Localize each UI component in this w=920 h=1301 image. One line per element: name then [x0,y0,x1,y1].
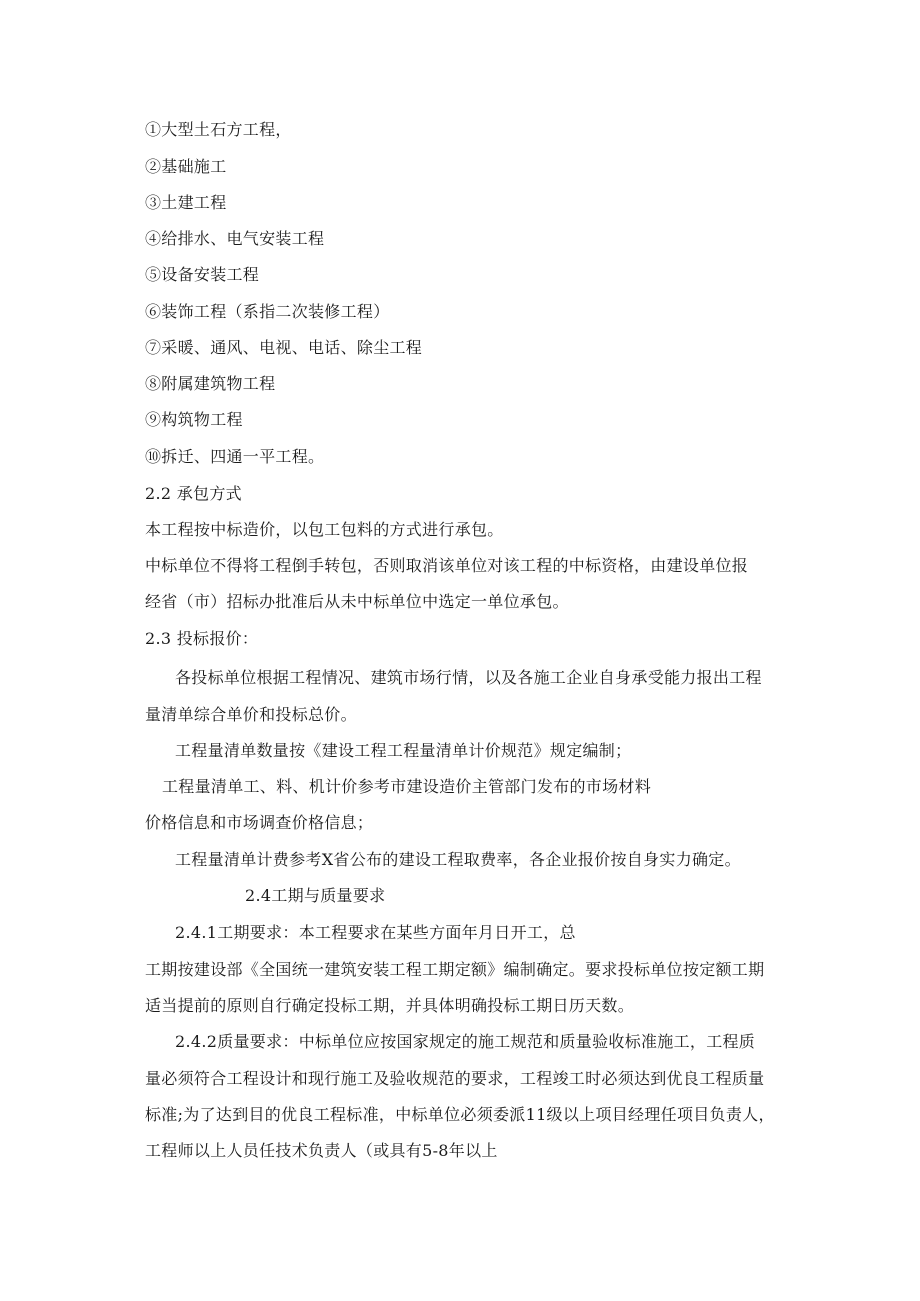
paragraph-line: 量清单综合单价和投标总价。 [145,705,357,724]
paragraph-line: 工期按建设部《全国统一建筑安装工程工期定额》编制确定。要求投标单位按定额工期 [145,960,765,979]
paragraph-line: 适当提前的原则自行确定投标工期，并具体明确投标工期日历天数。 [145,996,635,1015]
paragraph-line: 标准;为了达到目的优良工程标准，中标单位必须委派11级以上项目经理任项目负责人， [145,1105,775,1124]
paragraph-line: 工程量清单数量按《建设工程工程量清单计价规范》规定编制； [175,741,632,760]
scope-item: ③土建工程 [145,193,227,212]
paragraph-line: 工程师以上人员任技术负责人（或具有5-8年以上 [145,1141,498,1160]
scope-item: ⑥装饰工程（系指二次装修工程） [145,302,390,321]
paragraph-line: 各投标单位根据工程情况、建筑市场行情，以及各施工企业自身承受能力报出工程 [175,668,762,687]
section-heading-2-2: 2.2 承包方式 [145,484,242,503]
paragraph-line: 价格信息和市场调查价格信息； [145,813,374,832]
paragraph-line: 工程量清单工、料、机计价参考市建设造价主管部门发布的市场材料 [162,777,652,796]
section-heading-2-4: 2.4工期与质量要求 [245,886,386,905]
paragraph-line: 工程量清单计费参考X省公布的建设工程取费率，各企业报价按自身实力确定。 [175,850,741,869]
paragraph-line: 经省（市）招标办批准后从未中标单位中选定一单位承包。 [145,592,569,611]
scope-item: ⑨构筑物工程 [145,410,243,429]
scope-item: ②基础施工 [145,157,227,176]
scope-item: ⑦采暖、通风、电视、电话、除尘工程 [145,338,423,357]
paragraph-line: 量必须符合工程设计和现行施工及验收规范的要求，工程竣工时必须达到优良工程质量 [145,1069,765,1088]
scope-item: ①大型土石方工程， [145,120,292,139]
scope-item: ⑤设备安装工程 [145,265,260,284]
paragraph-line: 2.4.1工期要求：本工程要求在某些方面年月日开工，总 [175,923,576,942]
paragraph-line: 中标单位不得将工程倒手转包，否则取消该单位对该工程的中标资格，由建设单位报 [145,556,749,575]
paragraph-line: 本工程按中标造价，以包工包料的方式进行承包。 [145,520,504,539]
section-heading-2-3: 2.3 投标报价： [145,629,259,648]
scope-item: ④给排水、电气安装工程 [145,229,325,248]
scope-item: ⑩拆迁、四通一平工程。 [145,447,325,466]
scope-item: ⑧附属建筑物工程 [145,374,276,393]
paragraph-line: 2.4.2质量要求：中标单位应按国家规定的施工规范和质量验收标准施工，工程质 [175,1032,756,1051]
